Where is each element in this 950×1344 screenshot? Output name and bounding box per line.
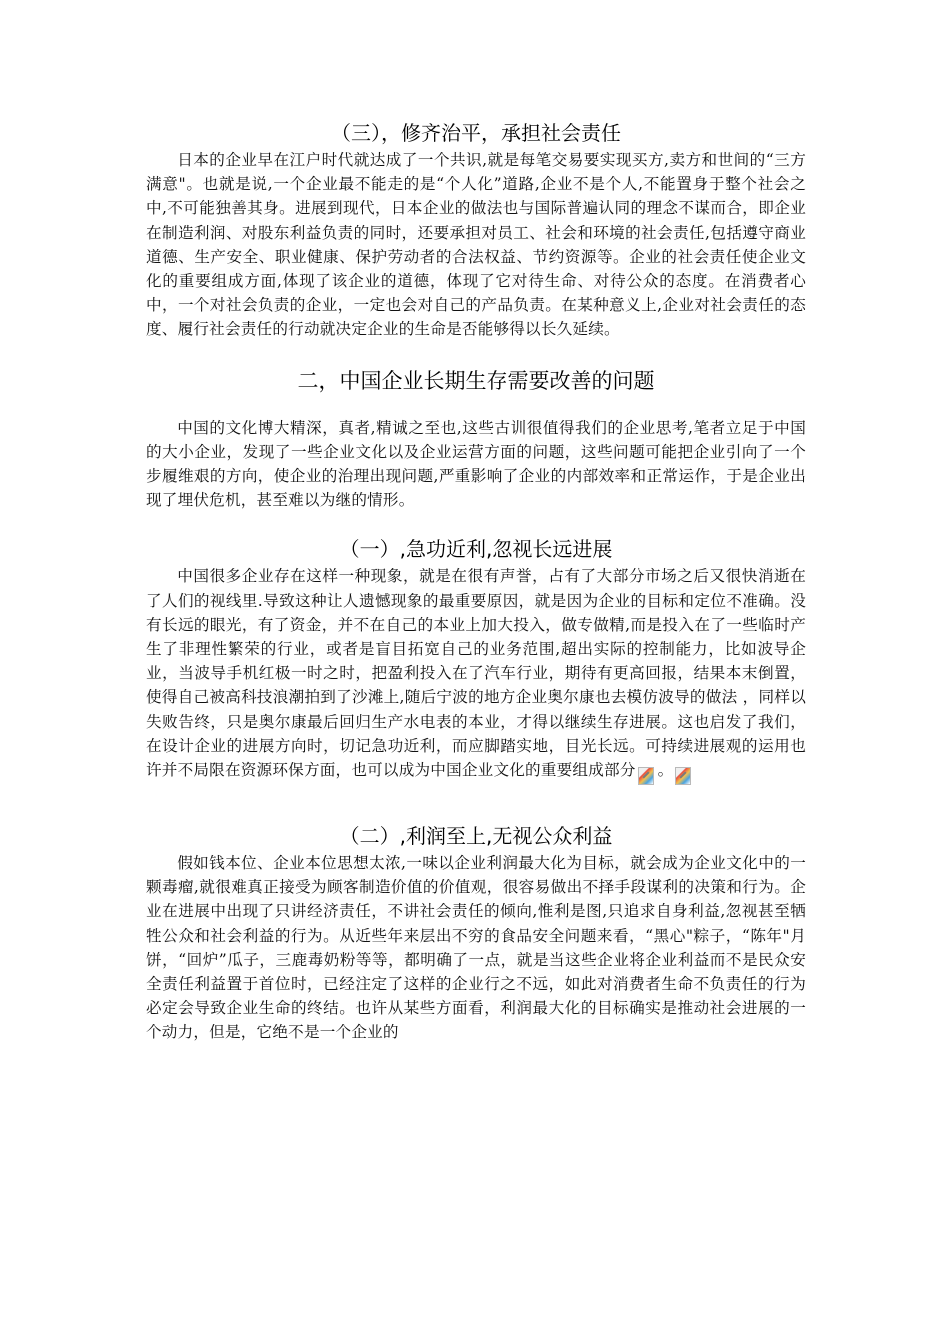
subsection-1-paragraph xyxy=(146,564,806,785)
section-heading-3: （三），修齐治平，承担社会责任 xyxy=(331,121,621,145)
subsection-1-tail: 。 xyxy=(657,761,674,780)
subsection-2-heading: （二）,利润至上,无视公众利益 xyxy=(339,824,613,849)
broken-image-icon xyxy=(675,767,691,785)
subsection-1-text: 中国很多企业存在这样一种现象，就是在很有声誉，占有了大部分市场之后又很快消逝在了人们的视线里.导致这种让人遗憾现象的最重要原因，就是因为企业的目标和定位不准确。没有长远的眼光，有了资金，并不在自己的本业上加大投入，做专做精,而是投入在了一些临时产生了非理性繁荣的行业，或者是盲目拓宽自己的业务范围,超出实际的控制能力，比如波导企业，当波导手机红极一时之时，把盈利投入在了汽车行业，期待有更高回报，结果本末倒置，使得自己被高科技浪潮拍到了沙滩上,随后宁波的地方企业奥尔康也去模仿波导的做法 ，同样以失败告终，只是奥尔康最后回归生产水电表的本业，才得以继续生存进展。这也启发了我们，在设计企业的进展方向时，切记急功近利，而应脚踏实地，目光长远。可持续进展观的运用也许并不局限在资源环保方面，也可以成为中国企业文化的重要组成部分 xyxy=(146,567,806,780)
part-2-paragraph: 中国的文化博大精深，真者,精诚之至也,这些古训很值得我们的企业思考,笔者立足于中国的大小企业，发现了一些企业文化以及企业运营方面的问题，这些问题可能把企业引向了一个步履维艰的方向，使企业的治理出现问题,严重影响了企业的内部效率和正常运作，于是企业出现了埋伏危机，甚至难以为继的情形。 xyxy=(146,418,806,510)
subsection-2-paragraph: 假如钱本位、企业本位思想太浓,一味以企业利润最大化为目标，就会成为企业文化中的一颗毒瘤,就很难真正接受为顾客制造价值的价值观，很容易做出不择手段谋利的决策和行为。企业在进展中出现了只讲经济责任，不讲社会责任的倾向,惟利是图,只追求自身利益,忽视甚至牺牲公众和社会利益的行为。从近些年来层出不穷的食品安全问题来看，“黑心"粽子，“陈年"月饼，“回炉”瓜子，三鹿毒奶粉等等，都明确了一点，就是当这些企业将企业利益而不是民众安全责任利益置于首位时，已经注定了这样的企业行之不远，如此对消费者生命不负责任的行为必定会导致企业生命的终结。也许从某些方面看，利润最大化的目标确实是推动社会进展的一个动力，但是，它绝不是一个企业的 xyxy=(146,854,806,1042)
subsection-1-heading: （一）,急功近利,忽视长远进展 xyxy=(339,537,613,562)
part-2-heading: 二，中国企业长期生存需要改善的问题 xyxy=(297,368,655,393)
spacer xyxy=(146,785,806,799)
broken-image-icon xyxy=(638,767,654,785)
document-page xyxy=(146,118,806,1045)
section-3-paragraph: 日本的企业早在江户时代就达成了一个共识,就是每笔交易要实现买方,卖方和世间的“三方满意"。也就是说,一个企业最不能走的是“个人化”道路,企业不是个人,不能置身于整个社会之中,不可能独善其身。进展到现代，日本企业的做法也与国际普遍认同的理念不谋而合，即企业在制造利润、对股东利益负责的同时，还要承担对员工、社会和环境的社会责任,包括遵守商业道德、生产安全、职业健康、保护劳动者的合法权益、节约资源等。企业的社会责任使企业文化的重要组成方面,体现了该企业的道德，体现了它对待生命、对待公众的态度。在消费者心中，一个对社会负责的企业，一定也会对自己的产品负责。在某种意义上,企业对社会责任的态度、履行社会责任的行动就决定企业的生命是否能够得以长久延续。 xyxy=(146,151,806,339)
